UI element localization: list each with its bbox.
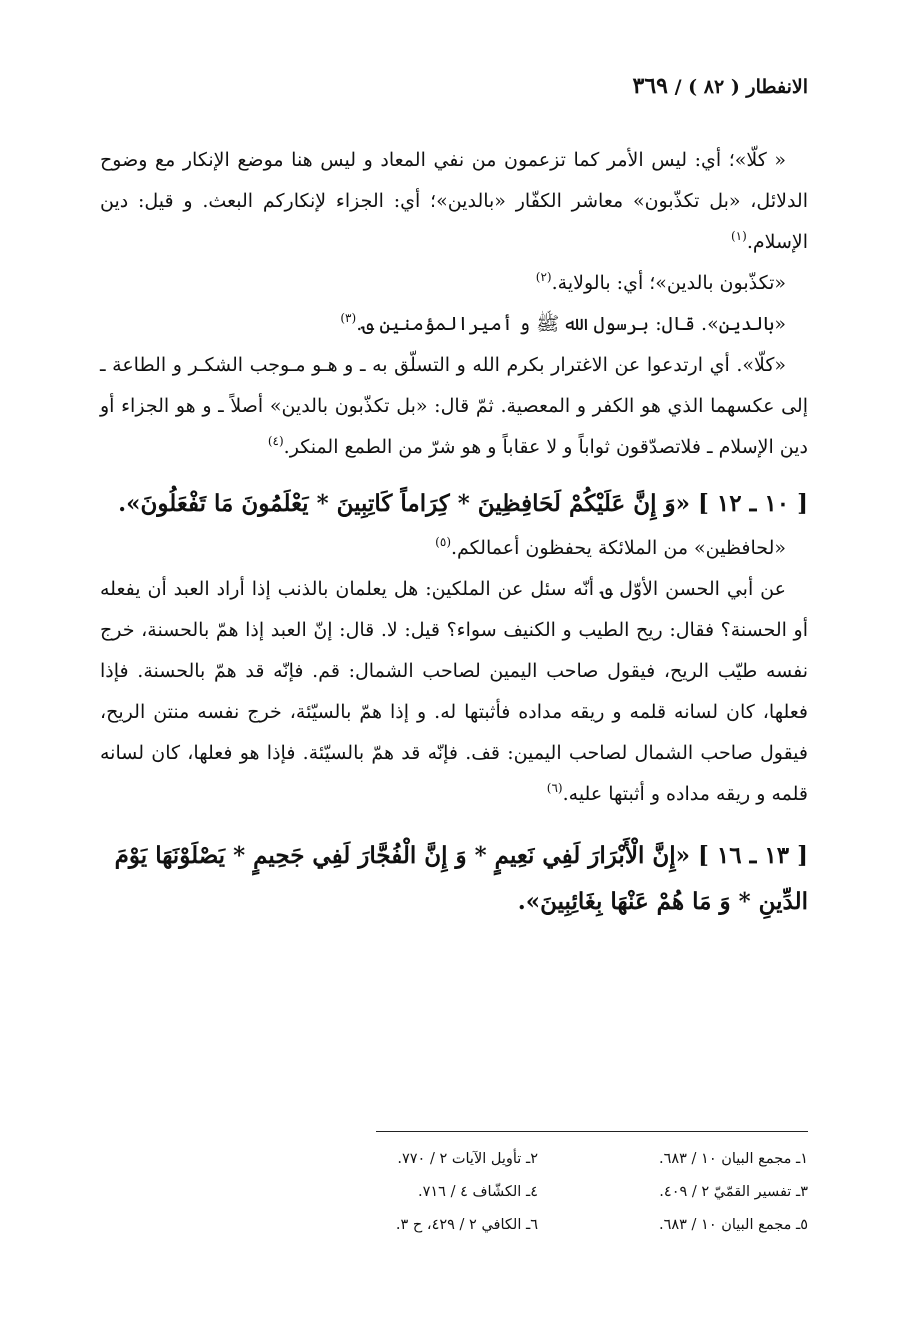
paragraph-1-line-2: الدلائل، «بل تكذّبون» معاشر الكفّار «بالدين»؛ أي: الجزاء لإنكاركم البعث. و قيل: دين xyxy=(100,190,808,212)
paragraph-6-line-1: عن أبي الحسن الأوّل ؈ أنّه سئل عن الملكين: هل يعلمان بالذنب إذا أراد العبد أن xyxy=(147,578,786,600)
footnote-ref-1: (١) xyxy=(730,229,747,243)
page-number: ٣٦٩ xyxy=(632,73,668,99)
paragraph-3-text: «بالدين». قال: برسول الله ﷺ و أميرالمؤمنين ؈. xyxy=(356,313,786,335)
paragraph-6-line-3: خرج نفسه طيّب الريح، فيقول صاحب اليمين لصاحب الشمال: قم. فإنّه قد همّ بالحسنة. فإذا xyxy=(100,619,808,682)
paragraph-4-line-2: الطاعة ـ إلى عكسهما الذي هو الكفر و المعصية. ثمّ قال: «بل تكذّبون بالدين» أصلاً ـ و هو xyxy=(100,354,808,417)
footnote-ref-2: (٢) xyxy=(535,270,552,284)
paragraph-4-line-3: الجزاء أو دين الإسلام ـ فلاتصدّقون ثواباً و لا عقاباً و هو شرّ من الطمع المنكر. xyxy=(100,395,808,458)
quran-verse-13-16-line-2: مَا هُمْ عَنْهَا بِغَائِبِينَ». xyxy=(517,888,712,915)
quran-verse-13-16-line-1: [ ١٣ ـ ١٦ ] «إِنَّ الْأَبْرَارَ لَفِي نَعِيمٍ * وَ إِنَّ الْفُجَّارَ لَفِي جَحِيمٍ * يَصْلَوْنَهَا يَوْمَ الدِّينِ * وَ xyxy=(114,842,808,915)
paragraph-5-text: «لحافظين» من الملائكة يحفظون أعمالكم. xyxy=(451,537,786,559)
footnote-3: ٣ـ تفسير القمّيّ ٢ / ٤٠٩. xyxy=(659,1184,808,1200)
footnotes xyxy=(100,1146,808,1238)
footnote-4: ٤ـ الكشّاف ٤ / ٧١٦. xyxy=(418,1184,538,1200)
quran-verse-10-12: [ ١٠ ـ ١٢ ] «وَ إِنَّ عَلَيْكُمْ لَحَافِظِينَ * كِرَاماً كَاتِبِينَ * يَعْلَمُونَ مَا تَفْعَلُونَ». xyxy=(118,490,808,517)
paragraph-6 xyxy=(100,569,808,815)
footnote-ref-4: (٤) xyxy=(267,434,284,448)
footnote-5: ٥ـ مجمع البيان ١٠ / ٦٨٣. xyxy=(658,1217,808,1233)
paragraph-1-line-3: الإسلام. xyxy=(746,231,808,253)
footnote-6: ٦ـ الكافي ٢ / ٤٢٩، ح ٣. xyxy=(395,1217,538,1233)
paragraph-2 xyxy=(100,263,808,304)
paragraph-6-line-5: فيقول صاحب الشمال لصاحب اليمين: قف. فإنّه قد همّ بالسيّئة. فإذا هو فعلها، كان لسانه xyxy=(100,742,808,764)
running-header xyxy=(633,72,808,101)
main-text xyxy=(100,140,808,927)
paragraph-1 xyxy=(100,140,808,263)
paragraph-4 xyxy=(100,345,808,468)
footnote-ref-6: (٦) xyxy=(546,781,563,795)
paragraph-6-line-2: يفعله أو الحسنة؟ فقال: ريح الطيب و الكنيف سواء؟ قيل: لا. قال: إنّ العبد إذا همّ بالحسنة، xyxy=(100,578,808,641)
paragraph-2-text: «تكذّبون بالدين»؛ أي: بالولاية. xyxy=(551,272,786,294)
footnote-2: ٢ـ تأويل الآيات ٢ / ٧٧٠. xyxy=(397,1151,538,1167)
surah-reference: الانفطار ( ٨٢ ) / xyxy=(674,76,808,98)
footnote-ref-5: (٥) xyxy=(435,535,451,549)
paragraph-1-line-1: « كلّا»؛ أي: ليس الأمر كما تزعمون من نفي المعاد و ليس هنا موضع الإنكار مع وضوح xyxy=(100,149,786,171)
paragraph-3 xyxy=(100,304,808,345)
paragraph-4-line-1: «كلّا». أي ارتدعوا عن الاغترار بكرم الله و التسلّق به ـ و هـو مـوجب الشكـر و xyxy=(172,354,786,376)
paragraph-5 xyxy=(100,528,808,569)
footnote-ref-3: (٣) xyxy=(340,311,357,325)
footnote-1: ١ـ مجمع البيان ١٠ / ٦٨٣. xyxy=(658,1151,808,1167)
paragraph-6-line-4: فعلها، كان لسانه قلمه و ريقه مداده فأثبتها له. و إذا همّ بالسيّئة، خرج نفسه منتن الريح، xyxy=(100,701,808,723)
quran-verse-13-16 xyxy=(100,833,808,925)
paragraph-6-line-6: قلمه و ريقه مداده و أثبتها عليه. xyxy=(562,783,808,805)
footnote-separator xyxy=(376,1131,808,1132)
